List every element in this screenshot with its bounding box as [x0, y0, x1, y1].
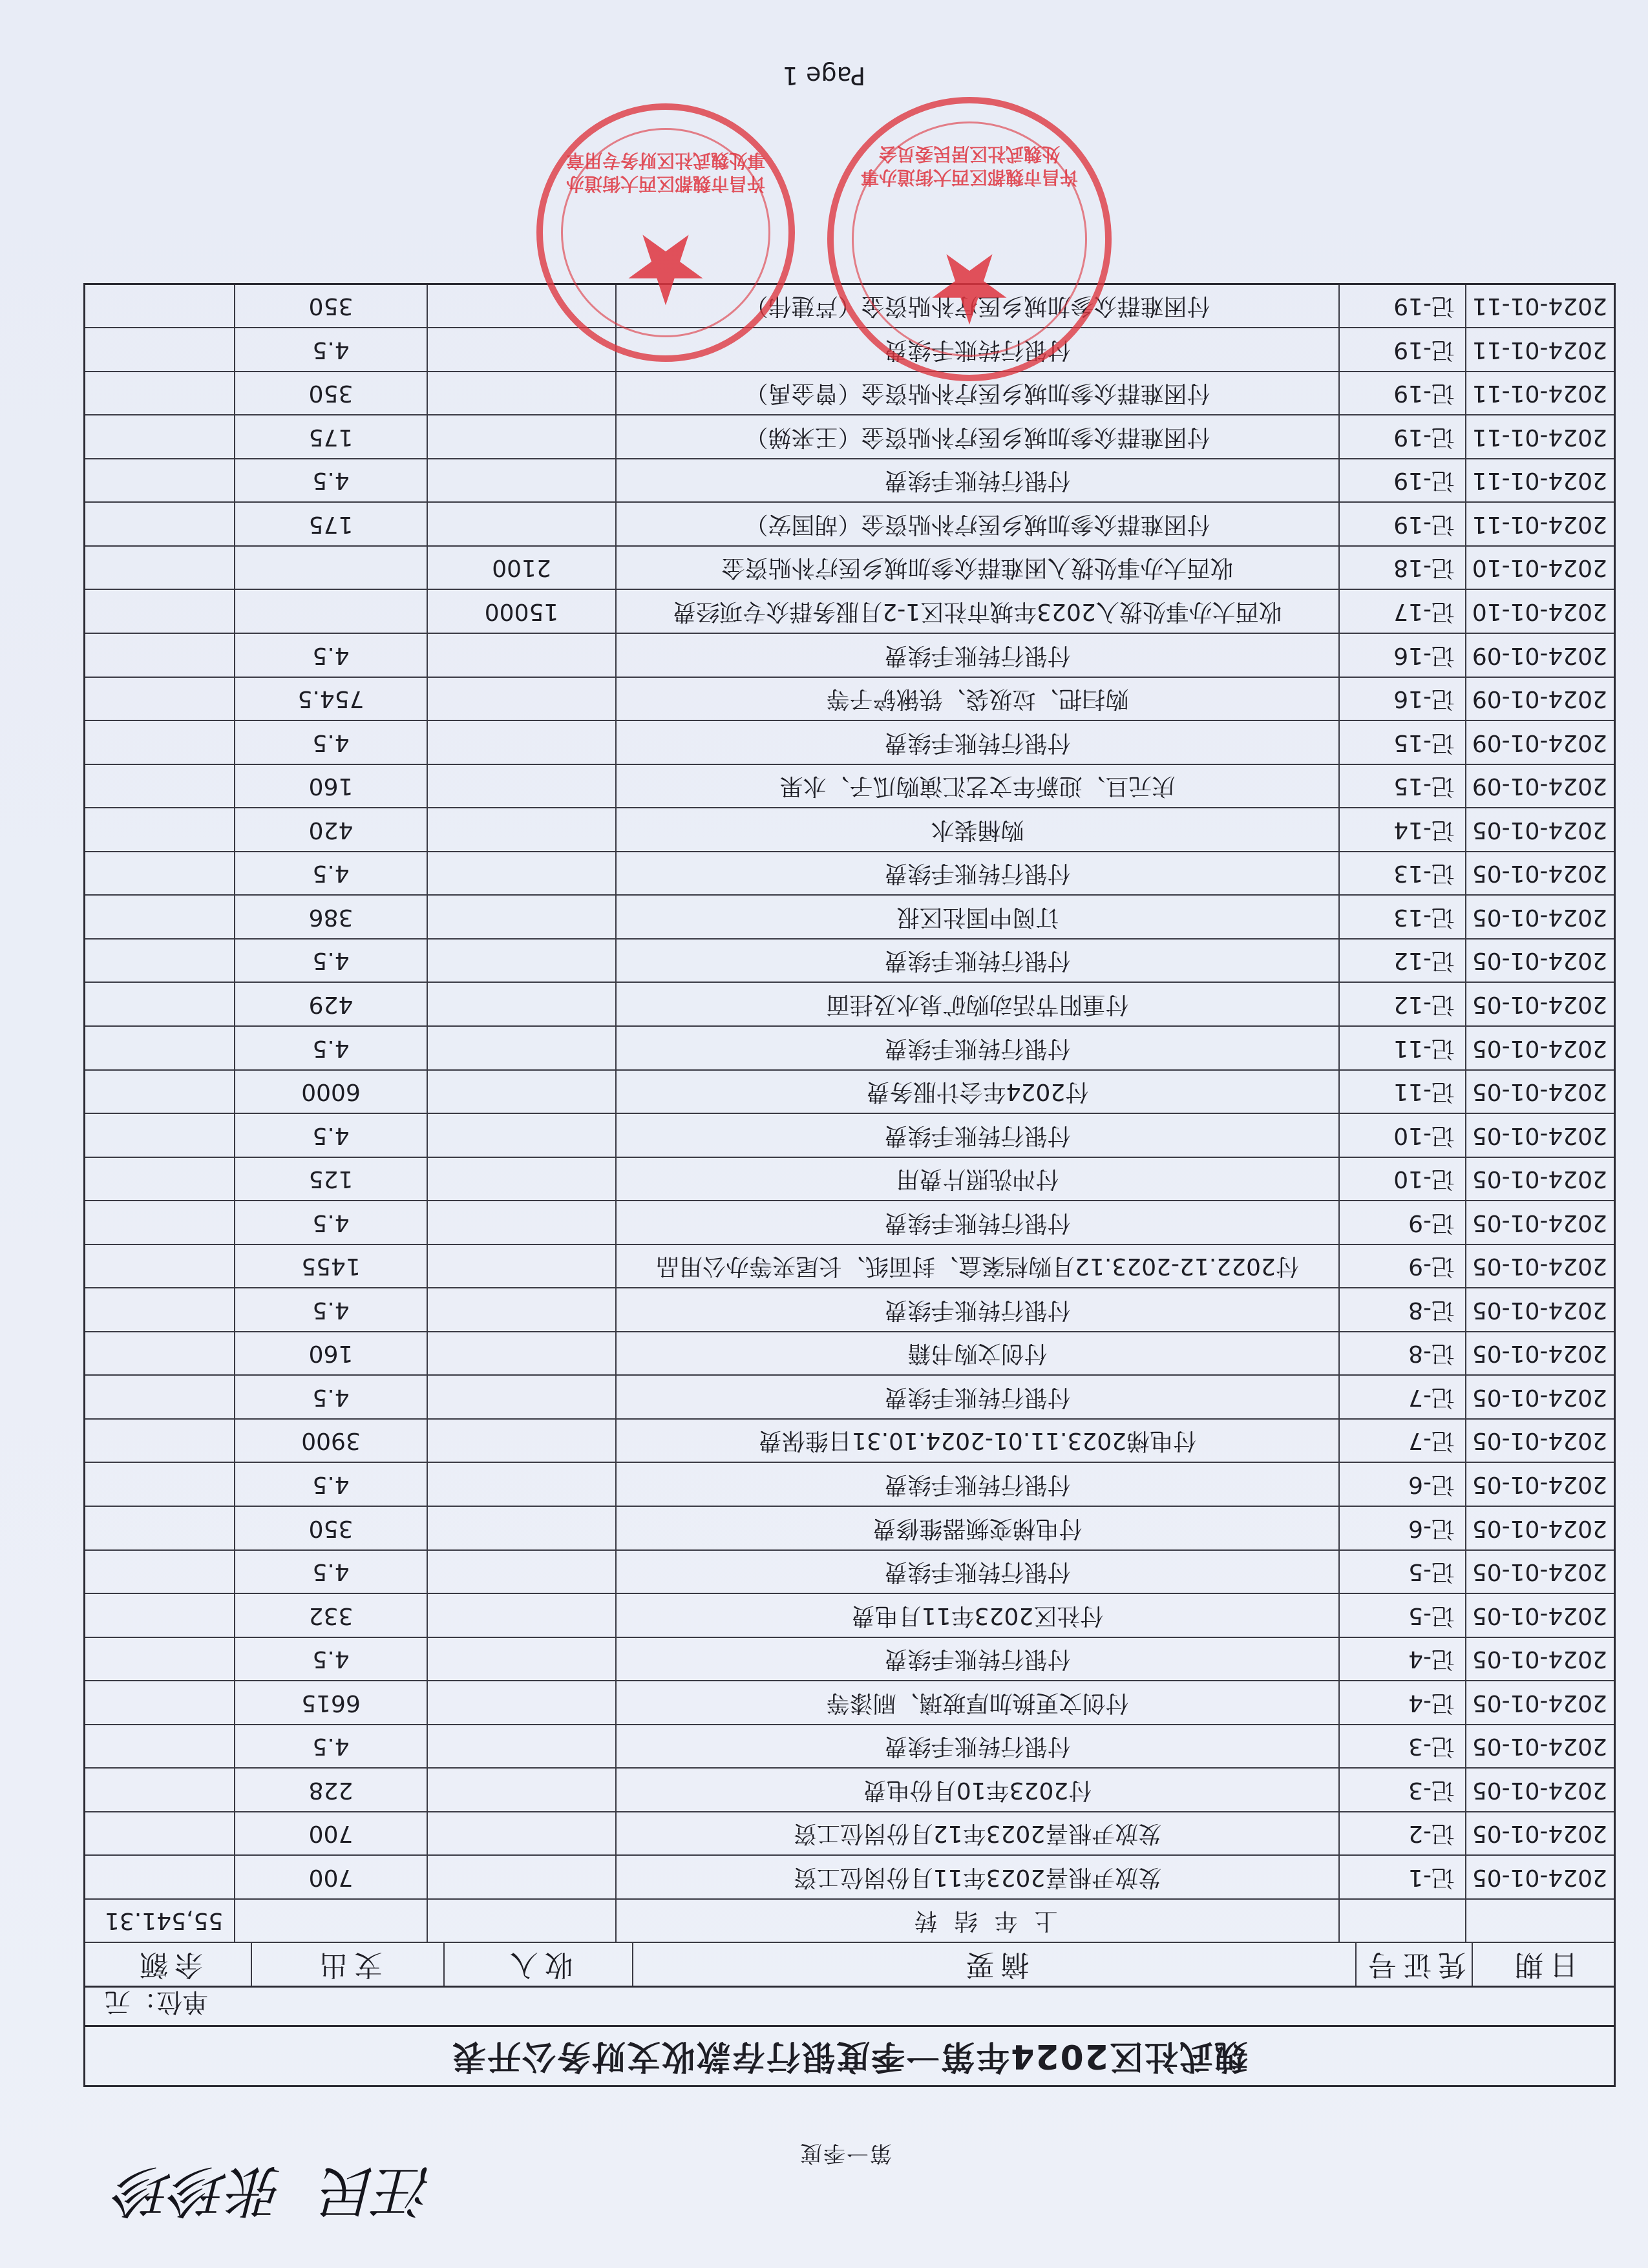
- cell-date: 2024-01-05: [1465, 940, 1614, 982]
- cell-date: 2024-01-11: [1465, 372, 1614, 415]
- cell-summary: 付银行转账手续费: [615, 1463, 1338, 1506]
- cell-summary: 付2024年会计服务费: [615, 1071, 1338, 1113]
- cell-summary: 付银行转账手续费: [615, 940, 1338, 982]
- cell-balance: [85, 1201, 234, 1244]
- cell-summary: 付困难群众参加城乡医疗补贴资金（胡国安）: [615, 503, 1338, 545]
- table-row: [85, 1374, 1614, 1418]
- signature-1: 张珍珍: [118, 2158, 284, 2223]
- cell-voucher: 记-13: [1338, 896, 1465, 938]
- cell-voucher: 记-19: [1338, 328, 1465, 371]
- cell-voucher: 记-12: [1338, 983, 1465, 1025]
- cell-expense: 6000: [234, 1071, 427, 1113]
- cell-summary: 付银行转账手续费: [615, 634, 1338, 677]
- cell-balance: [85, 765, 234, 808]
- cell-summary: 付冲洗照片费用: [615, 1158, 1338, 1201]
- unit-row: [85, 1986, 1614, 2025]
- table-row: [85, 545, 1614, 589]
- cell-income: [427, 983, 615, 1025]
- cell-balance: [85, 459, 234, 502]
- cell-balance: [85, 1507, 234, 1549]
- cell-date: 2024-01-11: [1465, 415, 1614, 458]
- table-row: [85, 1549, 1614, 1593]
- table-row: [85, 1287, 1614, 1331]
- cell-date: 2024-01-05: [1465, 808, 1614, 851]
- cell-date: 2024-01-05: [1465, 852, 1614, 895]
- cell-income: [427, 1158, 615, 1201]
- cell-date: 2024-01-05: [1465, 1027, 1614, 1069]
- cell-balance: [85, 1769, 234, 1811]
- cell-income: [427, 1856, 615, 1898]
- table-title: 魏武社区2024年第一季度银行存款收支财务公开表: [85, 2025, 1614, 2085]
- cell-expense: 420: [234, 808, 427, 851]
- cell-income: [427, 415, 615, 458]
- cell-date: 2024-01-05: [1465, 1769, 1614, 1811]
- cell-balance: [85, 415, 234, 458]
- cell-expense: 1455: [234, 1245, 427, 1288]
- cell-expense: 228: [234, 1769, 427, 1811]
- table-row: [85, 1767, 1614, 1811]
- cell-summary: 付困难群众参加城乡医疗补贴资金（芦建伟）: [615, 285, 1338, 328]
- cell-expense: 4.5: [234, 1725, 427, 1768]
- cell-date: 2024-01-05: [1465, 1594, 1614, 1637]
- cell-date: 2024-01-05: [1465, 1725, 1614, 1768]
- cell-expense: 350: [234, 372, 427, 415]
- cell-income: [427, 1027, 615, 1069]
- table-row: [85, 1637, 1614, 1681]
- cell-voucher: 记-13: [1338, 852, 1465, 895]
- cell-balance: [85, 1158, 234, 1201]
- cell-date: 2024-01-05: [1465, 1332, 1614, 1375]
- cell-summary: 付2023年10月份电费: [615, 1769, 1338, 1811]
- cell-expense: [234, 547, 427, 589]
- cell-date: 2024-01-05: [1465, 1507, 1614, 1549]
- cell-expense: 3900: [234, 1420, 427, 1462]
- cell-expense: 4.5: [234, 721, 427, 764]
- col-voucher-header: 凭证号: [1355, 1943, 1472, 1986]
- table-row: [85, 1462, 1614, 1506]
- cell-summary: 付电梯2023.11.01-2024.10.31日维保费: [615, 1420, 1338, 1462]
- cell-expense: 754.5: [234, 678, 427, 720]
- cell-date: 2024-01-05: [1465, 1245, 1614, 1288]
- cell-voucher: 记-12: [1338, 940, 1465, 982]
- cell-summary: 付银行转账手续费: [615, 1114, 1338, 1157]
- col-balance-header: 余额: [133, 1948, 203, 1981]
- cell-income: [427, 1201, 615, 1244]
- cell-summary: 订阅中国社区报: [615, 896, 1338, 938]
- cell-income: [427, 459, 615, 502]
- cell-income: [427, 634, 615, 677]
- cell-date: 2024-01-05: [1465, 1201, 1614, 1244]
- cell-income: [427, 940, 615, 982]
- cell-date: 2024-01-05: [1465, 1376, 1614, 1418]
- cell-income: [427, 1725, 615, 1768]
- cell-voucher: 记-6: [1338, 1463, 1465, 1506]
- cell-balance: [85, 1638, 234, 1681]
- cell-balance: [85, 328, 234, 371]
- table-row: [85, 677, 1614, 720]
- table-row: [85, 1069, 1614, 1113]
- cell-date: 2024-01-05: [1465, 1071, 1614, 1113]
- cell-income: [427, 1551, 615, 1593]
- cell-date: 2024-01-10: [1465, 547, 1614, 589]
- cell-date: 2024-01-11: [1465, 503, 1614, 545]
- cell-income: [427, 1420, 615, 1462]
- cell-balance: [85, 1681, 234, 1724]
- cell-expense: [234, 591, 427, 633]
- cell-date: 2024-01-05: [1465, 1420, 1614, 1462]
- cell-summary: 购桶装水: [615, 808, 1338, 851]
- carry-forward-row: [85, 1898, 1614, 1942]
- cell-expense: 4.5: [234, 1638, 427, 1681]
- table-row: [85, 1200, 1614, 1244]
- cell-voucher: 记-11: [1338, 1071, 1465, 1113]
- cell-balance: [85, 940, 234, 982]
- cell-expense: 175: [234, 503, 427, 545]
- cell-balance: [85, 1812, 234, 1855]
- cell-voucher: 记-19: [1338, 459, 1465, 502]
- cell-summary: 付银行转账手续费: [615, 1201, 1338, 1244]
- cell-voucher: 记-19: [1338, 372, 1465, 415]
- cell-summary: 付重阳节活动购矿泉水及挂面: [615, 983, 1338, 1025]
- table-row: [85, 414, 1614, 458]
- table-row: [85, 851, 1614, 895]
- official-seal-stamp: [827, 97, 1112, 381]
- cell-balance: [85, 1114, 234, 1157]
- table-row: [85, 1331, 1614, 1375]
- cell-voucher: 记-9: [1338, 1245, 1465, 1288]
- cell-voucher: 记-3: [1338, 1769, 1465, 1811]
- cell-income: [427, 1812, 615, 1855]
- cell-voucher: 记-5: [1338, 1551, 1465, 1593]
- cell-date: 2024-01-05: [1465, 1114, 1614, 1157]
- unit-label: 单位：元: [105, 1987, 208, 2017]
- finance-seal-text: 许昌市魏都区西大街道办事处魏武社区财务专用章: [566, 150, 766, 194]
- cell-balance: [85, 285, 234, 328]
- cell-expense: 160: [234, 1332, 427, 1375]
- col-date-header: 日期: [1472, 1943, 1614, 1986]
- cell-income: [427, 1376, 615, 1418]
- page-footer: Page 1: [782, 61, 866, 90]
- cell-expense: 4.5: [234, 1114, 427, 1157]
- cell-expense: 4.5: [234, 328, 427, 371]
- table-row: [85, 1811, 1614, 1855]
- cell-summary: 付银行转账手续费: [615, 721, 1338, 764]
- cell-expense: 125: [234, 1158, 427, 1201]
- cell-income: [427, 1594, 615, 1637]
- cell-balance: [85, 852, 234, 895]
- cell-summary: 发放尹根喜2023年11月份岗位工资: [615, 1856, 1338, 1898]
- cell-summary: 付银行转账手续费: [615, 459, 1338, 502]
- cell-voucher: 记-7: [1338, 1376, 1465, 1418]
- cell-expense: 4.5: [234, 1463, 427, 1506]
- cell-summary: 付创文更换加厚玻璃、刷漆等: [615, 1681, 1338, 1724]
- cell-expense: 4.5: [234, 459, 427, 502]
- cell-balance: [85, 1027, 234, 1069]
- cell-voucher: 记-4: [1338, 1681, 1465, 1724]
- cell-income: [427, 1769, 615, 1811]
- table-row: [85, 1724, 1614, 1768]
- star-icon: ★: [925, 231, 1013, 344]
- cell-summary: 付银行转账手续费: [615, 1551, 1338, 1593]
- cell-balance: [85, 1551, 234, 1593]
- cell-income: [427, 1245, 615, 1288]
- cell-summary: 庆元旦、迎新年文艺汇演购瓜子、水果: [615, 765, 1338, 808]
- cell-balance: [85, 983, 234, 1025]
- table-row: [85, 1854, 1614, 1898]
- cell-income: [427, 1507, 615, 1549]
- cell-expense: 4.5: [234, 940, 427, 982]
- cell-voucher: 记-17: [1338, 591, 1465, 633]
- cell-balance: [85, 547, 234, 589]
- cell-expense: 4.5: [234, 1201, 427, 1244]
- table-row: [85, 371, 1614, 415]
- cell-summary: 收西大办事处拨入困难群众参加城乡医疗补贴资金: [615, 547, 1338, 589]
- cell-income: [427, 721, 615, 764]
- cell-summary: 购扫把、垃圾袋、铁锹铲子等: [615, 678, 1338, 720]
- cell-income: [427, 678, 615, 720]
- cell-summary: 付电梯变频器维修费: [615, 1507, 1338, 1549]
- cell-income: [427, 372, 615, 415]
- carry-forward-balance: 55,541.31: [105, 1907, 224, 1935]
- cell-date: 2024-01-05: [1465, 1551, 1614, 1593]
- cell-income: [427, 1332, 615, 1375]
- cell-date: 2024-01-05: [1465, 1288, 1614, 1331]
- cell-date: 2024-01-11: [1465, 285, 1614, 328]
- table-row: [85, 458, 1614, 502]
- cell-voucher: 记-11: [1338, 1027, 1465, 1069]
- table-row: [85, 982, 1614, 1025]
- cell-balance: [85, 1420, 234, 1462]
- cell-summary: 付银行转账手续费: [615, 1027, 1338, 1069]
- table-row: [85, 1680, 1614, 1724]
- cell-summary: 付银行转账手续费: [615, 1638, 1338, 1681]
- cell-voucher: 记-2: [1338, 1812, 1465, 1855]
- table-body: [85, 285, 1614, 1898]
- cell-balance: [85, 591, 234, 633]
- table-row: [85, 1418, 1614, 1462]
- cell-date: 2024-01-05: [1465, 1463, 1614, 1506]
- cell-voucher: 记-8: [1338, 1332, 1465, 1375]
- cell-balance: [85, 1463, 234, 1506]
- table-row: [85, 1157, 1614, 1201]
- cell-income: [427, 1288, 615, 1331]
- cell-expense: 175: [234, 415, 427, 458]
- cell-income: [427, 1071, 615, 1113]
- cell-date: 2024-01-09: [1465, 634, 1614, 677]
- cell-balance: [85, 1856, 234, 1898]
- cell-balance: [85, 1332, 234, 1375]
- cell-voucher: 记-6: [1338, 1507, 1465, 1549]
- cell-date: 2024-01-05: [1465, 1681, 1614, 1724]
- cell-balance: [85, 372, 234, 415]
- table-row: [85, 633, 1614, 677]
- cell-voucher: 记-15: [1338, 721, 1465, 764]
- cell-summary: 付银行转账手续费: [615, 1376, 1338, 1418]
- cell-voucher: 记-9: [1338, 1201, 1465, 1244]
- cell-voucher: 记-19: [1338, 503, 1465, 545]
- cell-summary: 付创文购书籍: [615, 1332, 1338, 1375]
- table-row: [85, 501, 1614, 545]
- col-summary-header: 摘要: [632, 1943, 1355, 1986]
- cell-expense: 4.5: [234, 1551, 427, 1593]
- cell-voucher: 记-8: [1338, 1288, 1465, 1331]
- cell-summary: 收西大办事处拨入2023年城市社区1-2月服务群众专项经费: [615, 591, 1338, 633]
- cell-income: [427, 1463, 615, 1506]
- cell-balance: [85, 1725, 234, 1768]
- cell-expense: 4.5: [234, 852, 427, 895]
- seal-text: 许昌市魏都区西大街道办事处魏武社区居民委员会: [861, 143, 1079, 188]
- cell-voucher: 记-16: [1338, 678, 1465, 720]
- table-row: [85, 894, 1614, 938]
- cell-voucher: 记-19: [1338, 415, 1465, 458]
- cell-income: 15000: [427, 591, 615, 633]
- cell-expense: 4.5: [234, 1027, 427, 1069]
- cell-income: [427, 1681, 615, 1724]
- cell-balance: [85, 896, 234, 938]
- cell-expense: 6615: [234, 1681, 427, 1724]
- cell-date: 2024-01-05: [1465, 1856, 1614, 1898]
- cell-expense: 350: [234, 285, 427, 328]
- cell-date: 2024-01-05: [1465, 1158, 1614, 1201]
- cell-income: [427, 852, 615, 895]
- cell-expense: 350: [234, 1507, 427, 1549]
- cell-voucher: 记-10: [1338, 1158, 1465, 1201]
- cell-balance: [85, 1288, 234, 1331]
- cell-date: 2024-01-05: [1465, 983, 1614, 1025]
- cell-voucher: 记-4: [1338, 1638, 1465, 1681]
- quarter-note: 第一季度: [799, 2140, 892, 2166]
- cell-date: 2024-01-05: [1465, 896, 1614, 938]
- cell-income: [427, 896, 615, 938]
- finance-seal-stamp: [536, 103, 795, 362]
- header-row: [85, 1942, 1614, 1986]
- cell-summary: 付银行转账手续费: [615, 1288, 1338, 1331]
- cell-summary: 付困难群众参加城乡医疗补贴资金（王来娣）: [615, 415, 1338, 458]
- cell-date: 2024-01-09: [1465, 765, 1614, 808]
- cell-summary: 付银行转账手续费: [615, 852, 1338, 895]
- cell-expense: 332: [234, 1594, 427, 1637]
- cell-balance: [85, 1594, 234, 1637]
- cell-balance: [85, 808, 234, 851]
- cell-voucher: 记-18: [1338, 547, 1465, 589]
- table-row: [85, 1025, 1614, 1069]
- cell-summary: 付社区2023年11月电费: [615, 1594, 1338, 1637]
- col-expense-header: 支出: [251, 1943, 443, 1986]
- cell-balance: [85, 1245, 234, 1288]
- cell-income: [427, 1114, 615, 1157]
- table-row: [85, 1244, 1614, 1288]
- cell-income: [427, 1638, 615, 1681]
- table-row: [85, 1593, 1614, 1637]
- signature-2: 汪民: [322, 2158, 433, 2223]
- cell-date: 2024-01-09: [1465, 678, 1614, 720]
- table-row: [85, 720, 1614, 764]
- cell-voucher: 记-19: [1338, 285, 1465, 328]
- cell-expense: 4.5: [234, 634, 427, 677]
- star-icon: ★: [622, 212, 710, 324]
- table-row: [85, 764, 1614, 808]
- table-row: [85, 1506, 1614, 1549]
- cell-balance: [85, 1376, 234, 1418]
- table-row: [85, 589, 1614, 633]
- cell-expense: 160: [234, 765, 427, 808]
- cell-date: 2024-01-11: [1465, 459, 1614, 502]
- cell-date: 2024-01-10: [1465, 591, 1614, 633]
- cell-expense: 4.5: [234, 1376, 427, 1418]
- table-row: [85, 938, 1614, 982]
- cell-summary: 付银行转账手续费: [615, 328, 1338, 371]
- finance-table: [83, 283, 1616, 2087]
- cell-voucher: 记-16: [1338, 634, 1465, 677]
- cell-expense: 386: [234, 896, 427, 938]
- cell-summary: 付2022.12-2023.12月购档案盒、封面纸、长尾夹等办公用品: [615, 1245, 1338, 1288]
- cell-balance: [85, 1071, 234, 1113]
- cell-income: [427, 503, 615, 545]
- cell-voucher: 记-10: [1338, 1114, 1465, 1157]
- cell-balance: [85, 721, 234, 764]
- cell-date: 2024-01-05: [1465, 1812, 1614, 1855]
- cell-income: [427, 808, 615, 851]
- table-row: [85, 807, 1614, 851]
- cell-income: 2100: [427, 547, 615, 589]
- cell-expense: 700: [234, 1812, 427, 1855]
- col-income-header: 收入: [443, 1943, 632, 1986]
- cell-voucher: 记-7: [1338, 1420, 1465, 1462]
- cell-summary: 付银行转账手续费: [615, 1725, 1338, 1768]
- cell-expense: 4.5: [234, 1288, 427, 1331]
- cell-date: 2024-01-09: [1465, 721, 1614, 764]
- cell-voucher: 记-15: [1338, 765, 1465, 808]
- cell-date: 2024-01-11: [1465, 328, 1614, 371]
- carry-forward-label: 上年结转: [615, 1900, 1338, 1942]
- table-row: [85, 1113, 1614, 1157]
- cell-expense: 429: [234, 983, 427, 1025]
- cell-date: 2024-01-05: [1465, 1638, 1614, 1681]
- cell-voucher: 记-14: [1338, 808, 1465, 851]
- cell-expense: 700: [234, 1856, 427, 1898]
- cell-voucher: 记-5: [1338, 1594, 1465, 1637]
- cell-balance: [85, 678, 234, 720]
- cell-balance: [85, 634, 234, 677]
- cell-voucher: 记-1: [1338, 1856, 1465, 1898]
- cell-summary: 付困难群众参加城乡医疗补贴资金（曾金禹）: [615, 372, 1338, 415]
- cell-summary: 发放尹根喜2023年12月份岗位工资: [615, 1812, 1338, 1855]
- cell-voucher: 记-3: [1338, 1725, 1465, 1768]
- cell-income: [427, 765, 615, 808]
- cell-balance: [85, 503, 234, 545]
